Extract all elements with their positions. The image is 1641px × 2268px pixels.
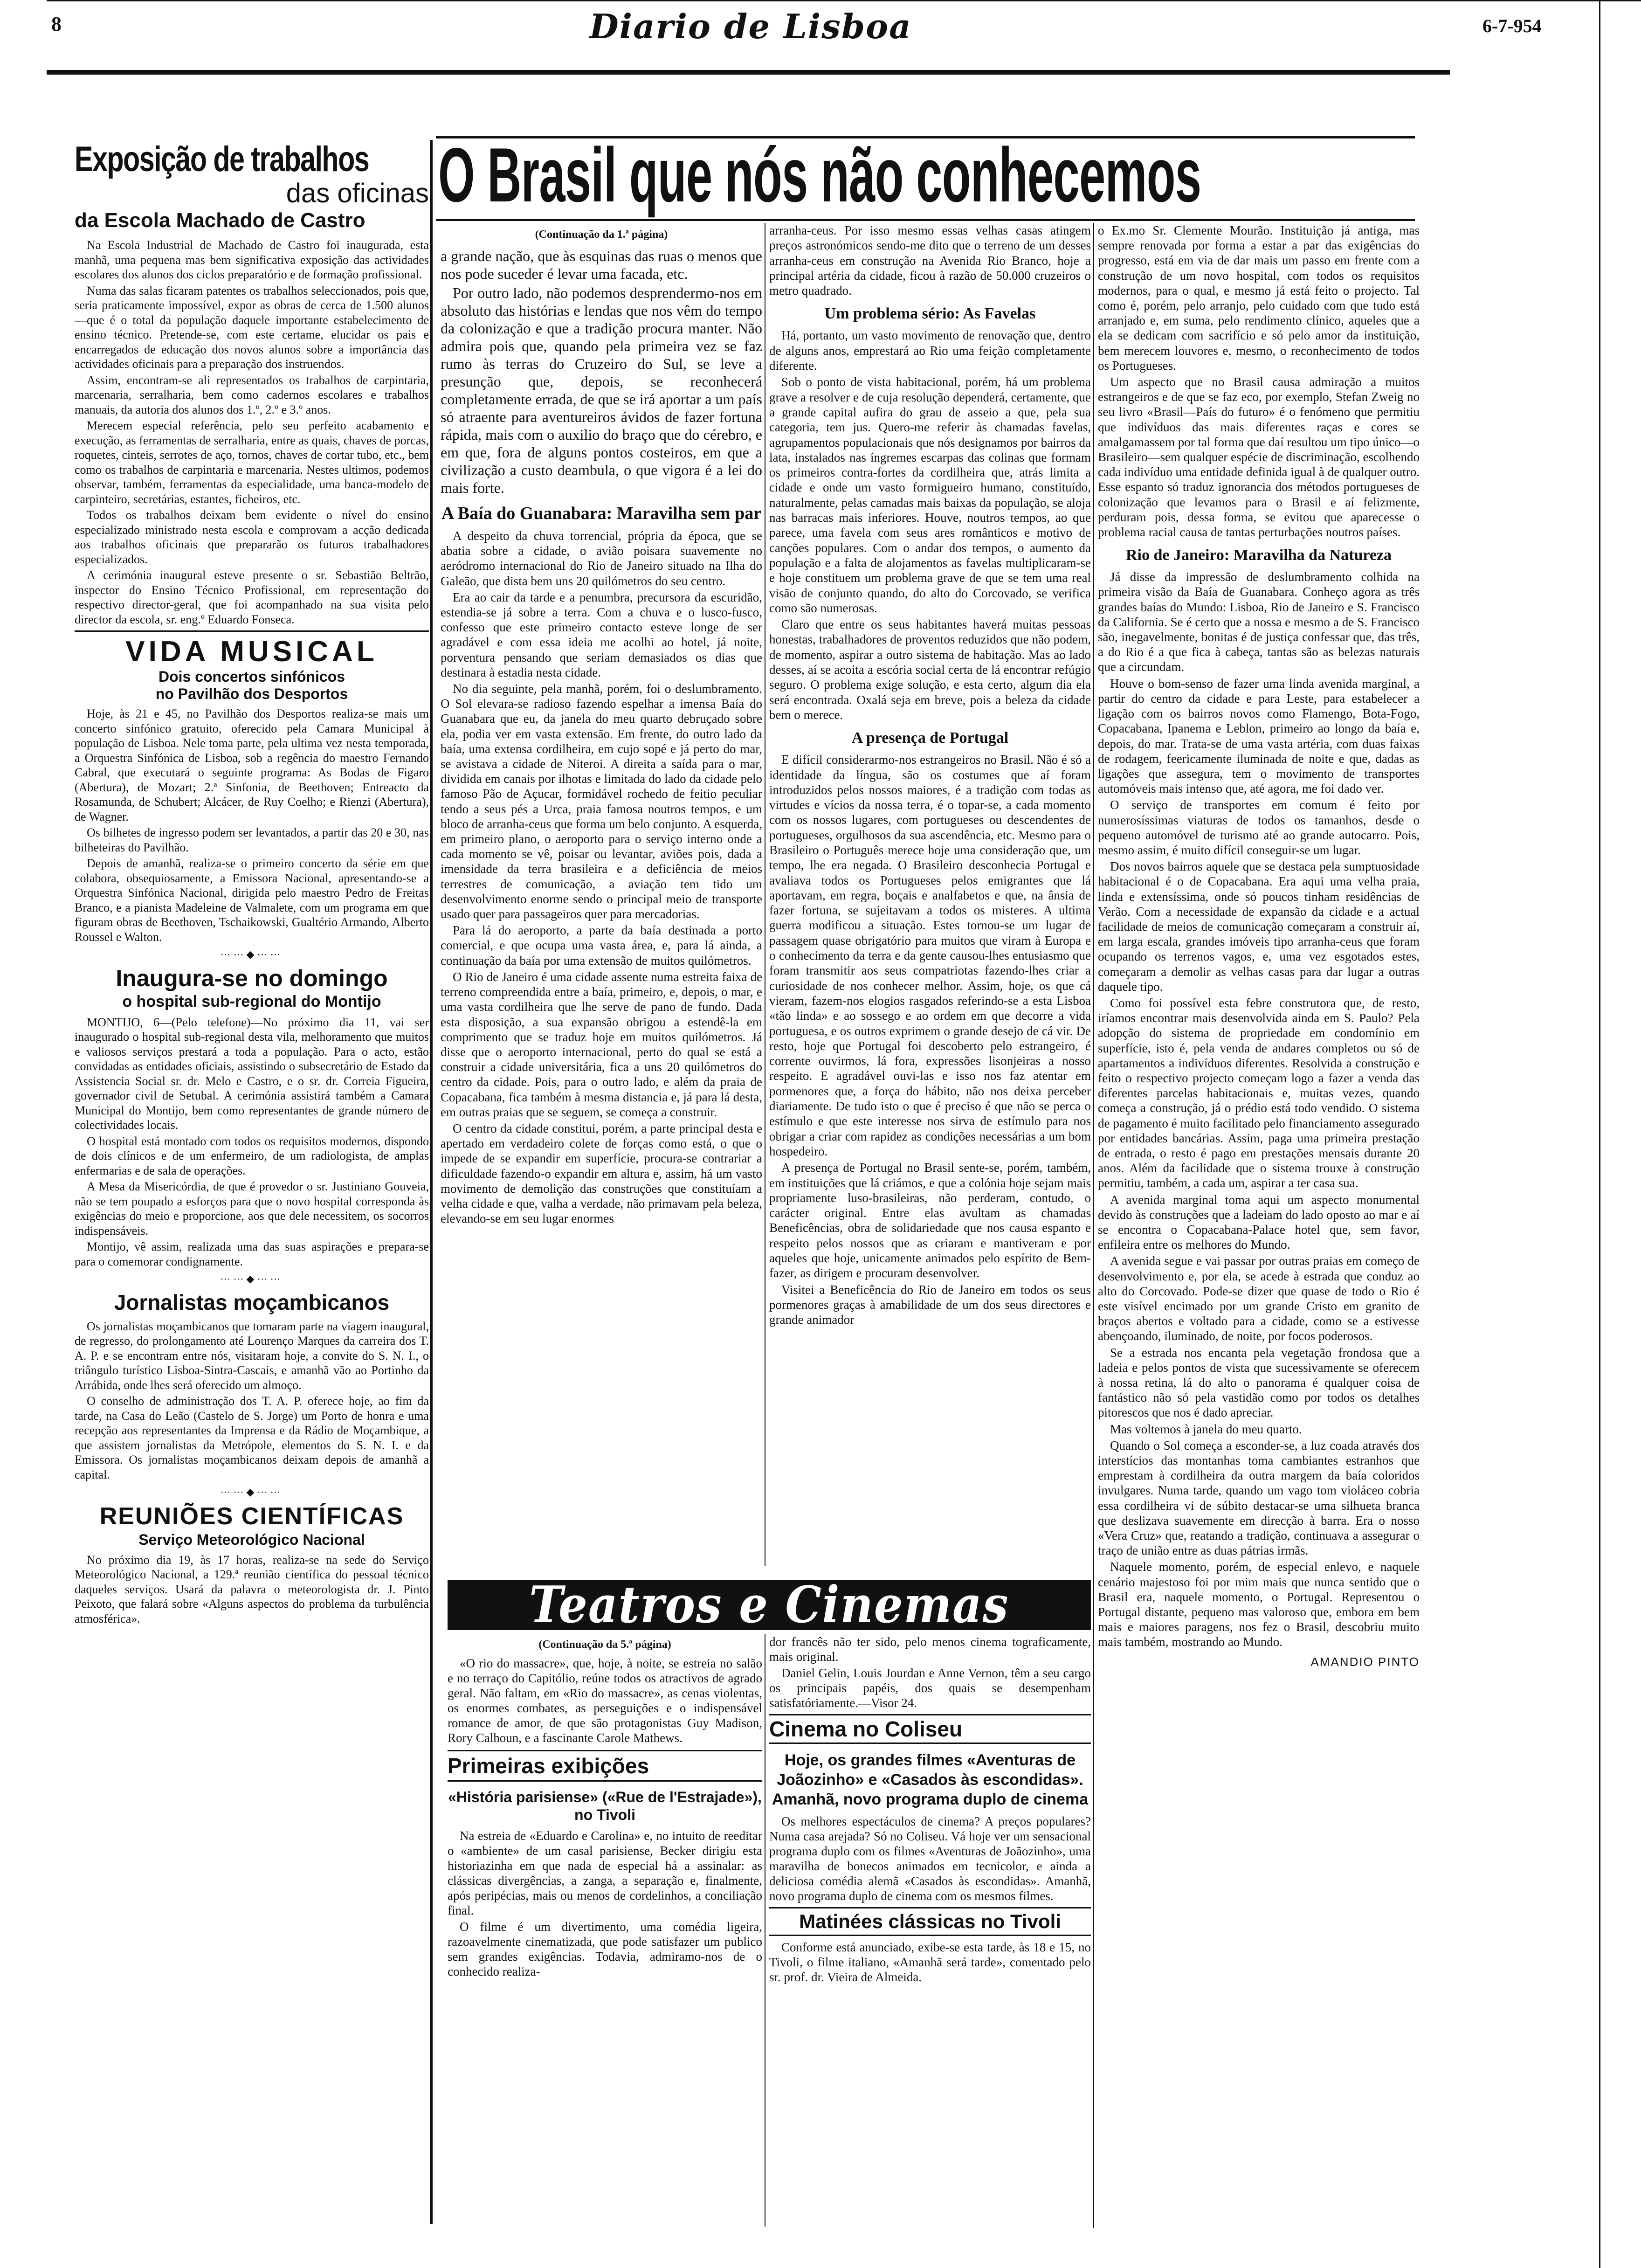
signature: AMANDIO PINTO xyxy=(1310,1654,1420,1669)
brasil-a2-p4: Para lá do aeroporto, a parte da baía destinada a porto comercial, e que ocupa uma vasta área, e, para lá ainda, a continuação da baía por uma extensão de muitos quilómetros. xyxy=(441,923,762,968)
brasil-c2-p4: Dos novos bairros aquele que se destaca pela sumptuosidade habitacional é o de Copacabana. Era aqui uma velha praia, linda e extensíssima, onde só poucos tinham residências de Verão. Com a necessidade de expansão da cidade e a actual facilidade de meios de comunicação começaram a construir aí, em larga escala, grandes imóveis tipo arranha-ceus que foram ocupando os terrenos vagos, e, uma vez esgotados estes, começaram a demolir as velhas casas para dar lugar a outras daquele tipo. xyxy=(1098,859,1420,994)
brasil-b-subhead: Um problema sério: As Favelas xyxy=(824,305,1036,323)
brasil-c2-p3: O serviço de transportes em comum é feito por numerosíssimas viaturas de todos os tamanhos, desde o pequeno automóvel de turismo até ao grande autocarro. Pois, mesmo assim, é muito difícil conseguir-se um lugar. xyxy=(1098,798,1420,857)
exposicao-p1: Na Escola Industrial de Machado de Castro foi inaugurada, esta manhã, uma pequena mas bem significativa exposição das actividades escolares dos alunos dos ciclos preparatório e de formação profissional. xyxy=(75,238,429,281)
teatros-b-p4: Conforme está anunciado, exibe-se esta tarde, às 18 e 15, no Tivoli, o filme italiano, «Amanhã será tarde», comentado pelo sr. prof. dr. Vieira de Almeida. xyxy=(769,1940,1091,1984)
inaugura-p3: A Mesa da Misericórdia, de que é provedor o sr. Justiniano Gouveia, não se tem poupado a esforços para que o novo hospital corresponda às exigências do meio e proporcione, aos que dele necessitem, os socorros indispensáveis. xyxy=(75,1180,429,1238)
brasil-b2-p3: Claro que entre os seus habitantes haverá muitas pessoas honestas, trabalhadores de proventos reduzidos que não podem, de momento, aspirar a outro sistema de habitação. Mas ao lado desses, aí se acoita a escória social certa de lá encontrar refúgio seguro. O problema exige solução, e esta certo, algum dia ela será encontrada. Oxalá seja em breve, pois a beleza da cidade bem o merece. xyxy=(769,617,1091,722)
jornalistas-title: Jornalistas moçambicanos xyxy=(114,1290,390,1314)
reunioes-p1: No próximo dia 19, às 17 horas, realiza-se na sede do Serviço Meteorológico Nacional, a 129.ª reunião científica do pessoal técnico daqueles serviços. Usará da palavra o meteorologista dr. J. Pinto Peixoto, que falará sobre «Alguns aspectos do problema da turbulência atmosférica». xyxy=(75,1553,429,1625)
reunioes-subtitle: Serviço Meteorológico Nacional xyxy=(138,1531,365,1548)
exposicao-p5: Todos os trabalhos deixam bem evidente o nível do ensino especializado ministrado nesta escola e comprovam a acção dedicada aos trabalhos oficinais que prepararão os futuros trabalhadores especializados. xyxy=(75,508,429,566)
brasil-a-subhead: A Baía do Guanabara: Maravilha sem par xyxy=(441,504,762,523)
exposicao-p4: Merecem especial referência, pelo seu perfeito acabamento e execução, as ferramentas de serralharia, entre as quais, chaves de porcas, roquetes, cinteis, serrotes de aço, tornos, chaves de cortar tubo, etc., bem como os trabalhos de carpintaria e marcenaria. Nestes ultimos, podemos observar, também, ferramentas da especialidade, uma banca-modelo de carpinteiro, secretárias, estantes, ficheiros, etc. xyxy=(75,419,429,506)
teatros-a-p1: «O rio do massacre», que, hoje, à noite, se estreia no salão e no terraço do Capitólio, reúne todos os atractivos de agrado geral. Não faltam, em «Rio do massacre», as cenas violentas, os enormes combates, as perseguições e o indispensável romance de amor, de que são protagonistas Guy Madison, Rory Calhoun, e a fascinante Carole Mathews. xyxy=(448,1656,762,1745)
brasil-b-subhead-2: A presença de Portugal xyxy=(851,729,1009,747)
brasil-c2-p6: A avenida marginal toma aqui um aspecto monumental devido às construções que a ladeiam do lado oposto ao mar e aí se encontra o Copacabana-Palace hotel que, sem favor, enfileira entre os melhores do Mundo. xyxy=(1098,1192,1420,1252)
separator: ⋯⋯◆⋯⋯ xyxy=(220,1273,283,1285)
page-frame-top xyxy=(47,0,1641,1)
page-frame-right xyxy=(1599,0,1600,2268)
teatros-column-b xyxy=(769,1634,1091,2240)
inaugura-article xyxy=(75,965,429,1269)
brasil-c-p2: Um aspecto que no Brasil causa admiração a muitos estrangeiros e de que se faz eco, por exemplo, Stefan Zweig no seu livro «Brasil—País do futuro» é o fenómeno que permitiu que indivíduos das mais diferentes raças e cores se amalgamassem por tal forma que daí resultou um tipo único—o Brasileiro—sem qualquer espécie de discriminação, escolhendo cada indivíduo uma entidade definida igual à de qualquer outro. Esse espanto só traduz ignorancia dos métodos portugueses de colonização que levamos para o Brasil e aí felizmente, perduram pois, dessa forma, se evitou que aparecesse o problema racial causa de tantas perturbações noutros países. xyxy=(1098,375,1420,539)
brasil-c2-p5: Como foi possível esta febre construtora que, de resto, iríamos encontrar mais desenvolvida ainda em S. Paulo? Pela adopção do sistema de propriedade em condomínio em superfície, isto é, pela venda de andares completos ou só de apartamentos a indivíduos diferentes. Resolvida a construção e feito o respectivo projecto começam logo a fazer a venda das diferentes parcelas habitacionais e, muitas vezes, quando começa a construção, já o prédio está todo vendido. O sistema de pagamento é muito facilitado pelo financiamento assegurado por entidades bancárias. Assim, paga uma primeira prestação de entrada, o resto é pago em prestações mensais durante 20 anos. Além da facilidade que o sistema trouxe à construção permitiu, também, a cada um, aspirar a ter casa sua. xyxy=(1098,996,1420,1190)
brasil-a2-p1: A despeito da chuva torrencial, própria da época, que se abatia sobre a cidade, o avião poisara suavemente no aeródromo internacional do Rio de Janeiro situado na Ilha do Galeão, que dista bem uns 20 quilómetros do seu centro. xyxy=(441,529,762,588)
exposicao-p6: A cerimónia inaugural esteve presente o sr. Sebastião Beltrão, inspector do Ensino Técnico Profissional, em representação do respectivo director-geral, que foi acompanhado na sua visita pelo director da escola, sr. eng.º Eduardo Fonseca. xyxy=(75,568,429,626)
jornalistas-p2: O conselho de administração dos T. A. P. oferece hoje, ao fim da tarde, na Casa do Leão (Castelo de S. Jorge) um Porto de honra e uma recepção aos representantes da Imprensa e da Rádio de Moçambique, a que assistem jornalistas da Metrópole, elementos do S. N. I. e da Emissora. Os jornalistas moçambicanos deixam depois de amanhã a capital. xyxy=(75,1394,429,1481)
brasil-b2-p2: Sob o ponto de vista habitacional, porém, há um problema grave a resolver e de cuja resolução dependerá, certamente, que a grande capital aufira do grau de asseio a que, pela sua categoria, tem jus. Quero-me referir às chamadas favelas, agrupamentos populacionais que nós designamos por bairros da lata, instalados nas íngremes escarpas das colinas que formam os primeiros contra-fortes da cordilheira que, atrás limita a cidade e onde um vasto formigueiro humano, constituído, naturalmente, pelas camadas mais baixas da população, se aloja nas barracas mais inferiores. Houve, noutros tempos, ao que parece, uma favela com seus ares românticos e motivo de canções populares. Com o andar dos tempos, o aumento da população e a falta de alojamentos as favelas multiplicaram-se e hoje constituem um problema grave de que se tem uma real visão de conjunto quando, do alto do Corcovado, se verifica como são numerosas. xyxy=(769,375,1091,615)
masthead: Diario de Lisboa xyxy=(589,7,912,46)
brasil-a-p2: Por outro lado, não podemos desprendermo-nos em absoluto das histórias e lendas que nos vêm do tempo da colonização e que a tradição procura manter. Não admira pois que, quando pela primeira vez se faz rumo às terras do Cruzeiro do Sul, se leve a presunção que, depois, se reconhecerá completamente errada, de que se irá aportar a um país só atraente para aventureiros ávidos de fazer fortuna rápida, mais com o auxilio do braço que do cérebro, e em que, fora de alguns pontos costeiros, em que a civilização a custo deambula, o que vigora é a lei do mais forte. xyxy=(441,284,762,496)
exposicao-title: Exposição de trabalhos xyxy=(75,140,369,179)
brasil-headline-rule xyxy=(436,219,1415,221)
brasil-b3-p2: A presença de Portugal no Brasil sente-se, porém, também, em instituições que lá criámos, e que a colónia hoje sejam mais propriamente luso-brasileiras, não perderam, contudo, o carácter original. Entre elas avultam as chamadas Beneficências, obra de solidariedade que nos causa espanto e respeito pelos nossos que as criaram e mantiveram e por aqueles que hoje, unicamente animados pelo espírito de Bem-fazer, as dirigem e procuram desenvolver. xyxy=(769,1161,1091,1280)
brasil-c-subhead: Rio de Janeiro: Maravilha da Natureza xyxy=(1125,546,1392,564)
brasil-a2-p2: Era ao cair da tarde e a penumbra, precursora da escuridão, estendia-se já sobre a terra. Com a chuva e o lusco-fusco, confesso que este primeiro contacto esteve longe de ser agradável e com essa ideia me acolhi ao hotel, já noite, porventura pensando que seriam demasiados os dias que destinara à estadia nesta cidade. xyxy=(441,590,762,679)
vida-musical-p1: Hoje, às 21 e 45, no Pavilhão dos Desportos realiza-se mais um concerto sinfónico gratuito, oferecido pela Camara Municipal à população de Lisboa. Nele toma parte, pela ultima vez nesta temporada, a Orquestra Sinfónica de Lisboa, sob a regência do maestro Fernando Cabral, que executará o seguinte programa: As Bodas de Figaro (Abertura), de Mozart; 2.ª Sinfonia, de Beethoven; Entreacto da Rosamunda, de Schubert; Alcácer, de Ruy Coelho; e Rienzi (Abertura), de Wagner. xyxy=(75,707,429,823)
vida-musical-p2: Os bilhetes de ingresso podem ser levantados, a partir das 20 e 30, nas bilheteiras do Pavilhão. xyxy=(75,826,429,854)
brasil-headline: O Brasil que nós não conhecemos xyxy=(438,132,1201,218)
brasil-c2-p11: Naquele momento, porém, de especial enlevo, e naquele cenário majestoso foi por mim mais que nunca sentido que o Brasil era, naquele momento, o Portugal. Representou o Portugal distante, pequeno mas valoroso que, embora em bem mais e maiores paragens, nos fez o Brasil, descobriu muito mais também, mostrando ao Mundo. xyxy=(1098,1560,1420,1649)
column-rule xyxy=(1093,223,1094,2228)
brasil-continuation: (Continuação da 1.ª página) xyxy=(535,228,668,241)
brasil-a-p1: a grande nação, que às esquinas das ruas o menos que nos pode suceder é levar uma facada, etc. xyxy=(441,248,762,282)
vida-musical-p3: Depois de amanhã, realiza-se o primeiro concerto da série em que colabora, obsequiosamente, a Emissora Nacional, apresentando-se a Orquestra Sinfónica Nacional, dirigida pelo maestro Pedro de Freitas Branco, e a pianista Madeleine de Valmalete, com um programa em que figuram obras de Beethoven, Tschaikowski, Gualtério Armando, Alberto Roussel e Walton. xyxy=(75,857,429,944)
jornalistas-p1: Os jornalistas moçambicanos que tomaram parte na viagem inaugural, de regresso, do prolongamento até Lourenço Marques da carreira dos T. A. P. e se encontram entre nós, visitaram hoje, a convite do S. N. I., o triângulo turístico Lisboa-Sintra-Cascais, e amanhã vão ao Portinho da Arrábida, onde lhes será oferecido um almoço. xyxy=(75,1319,429,1392)
brasil-c2-p2: Houve o bom-senso de fazer uma linda avenida marginal, a partir do centro da cidade e para Leste, para estabelecer a ligação com os bairros novos como Flamengo, Bota-Fogo, Copacabana, Ipanema e Leblon, primeiro ao longo da baía e, depois, do mar. Trata-se de uma vasta artéria, com duas faixas de rodagem, feericamente iluminada de noite e que, dadas as ligações que assegura, tem o movimento de transportes automóveis mais intenso que, até agora, me foi dado ver. xyxy=(1098,676,1420,796)
brasil-column-a xyxy=(441,223,762,1573)
vida-musical-sub2: no Pavilhão dos Desportos xyxy=(155,685,348,702)
vida-musical-article xyxy=(75,636,429,944)
vida-musical-title: VIDA MUSICAL xyxy=(125,636,378,668)
column-rule xyxy=(430,140,433,2224)
brasil-b2-p1: Há, portanto, um vasto movimento de renovação que, dentro de alguns anos, emprestará ao Rio uma feição completamente diferente. xyxy=(769,328,1091,373)
header-rule xyxy=(47,70,1450,75)
brasil-b3-p1: E difícil considerarmo-nos estrangeiros no Brasil. Não é só a identidade da língua, são os costumes que aí foram introduzidos pelos nossos maiores, é a tradição com todas as virtudes e vícios da nossa terra, é o topar-se, a cada momento com os nossos lugares, com portugueses ou descendentes de portugueses, orgulhosos da sua ascendência, etc. Mesmo para o Brasileiro o Português merece hoje uma consideração que, um tempo, lhe era negada. O Brasileiro desconhecia Portugal e avaliava todos os Portugueses pelos emigrantes que lá aportavam, em regra, boçais e analfabetos e que, na ânsia de fazer fortuna, se sujeitavam a todos os misteres. A ultima guerra modificou a situação. Estes tornou-se um lugar de passagem quase obrigatório para muitos que viram à Europa e o conhecimento da terra e da gente causou-lhes entusiasmo que foram transmitir aos seus compatriotas fazendo-lhes criar a curiosidade de nos conhecer melhor. Assim, hoje, os que cá vieram, fazem-nos elogios rasgados referindo-se a esta Lisboa «tão linda» e ao sossego e ao ordem em que decorre a vida portuguesa, e os outros exprimem o grande desejo de cá vir. De resto, hoje que Portugal foi descoberto pelo estrangeiro, é corrente ouvirmos, lá fora, expressões lisonjeiras a nosso respeito. E agradável ouvi-las e isso nos faz atentar em pormenores que, a força do hábito, não nos deixa perceber diariamente. De tudo isto o que é preciso é que não se perca o estímulo e que este interesse nos sirva de estímulo para nos obrigar a criar com rapidez as condições necessárias a um bom hospedeiro. xyxy=(769,753,1091,1158)
brasil-b3-p3: Visitei a Beneficência do Rio de Janeiro em todos os seus pormenores graças à amabilidade de um dos seus directores e grande animador xyxy=(769,1282,1091,1327)
brasil-c2-p1: Já disse da impressão de deslumbramento colhida na primeira visão da Baía de Guanabara. Conheço agora as três grandes baías do Mundo: Lisboa, Rio de Janeiro e S. Francisco da California. Se é certo que a nossa e mesmo a de S. Francisco são, inegavelmente, bonitas é de justiça confessar que, das três, a do Rio é a que fica à cabeça, tantas são as belezas naturais que a circundam. xyxy=(1098,570,1420,674)
exposicao-title-3: da Escola Machado de Castro xyxy=(75,209,365,232)
exposicao-p2: Numa das salas ficaram patentes os trabalhos seleccionados, pois que, seria praticamente impossível, expor as obras de cerca de 1.500 alunos—que é o total da população daquele importante estabelecimento de ensino técnico. Pretende-se, com este certame, elucidar os pais e encarregados de educação dos novos alunos sobre a importância das actividades oficinais para a preparação dos instruendos. xyxy=(75,284,429,371)
jornalistas-article xyxy=(75,1289,429,1482)
primeiras-title: Primeiras exibições xyxy=(448,1754,649,1778)
inaugura-subtitle: o hospital sub-regional do Montijo xyxy=(122,992,381,1010)
separator: ⋯⋯◆⋯⋯ xyxy=(220,1486,283,1498)
separator: ⋯⋯◆⋯⋯ xyxy=(220,948,283,960)
brasil-c2-p8: Se a estrada nos encanta pela vegetação frondosa que a ladeia e pelos pontos de vista que sucessivamente se oferecem à nossa retina, lá do alto o panorama é qualquer coisa de fantástico não só pela vastidão como por todos os detalhes pitorescos que nos é dado apreciar. xyxy=(1098,1345,1420,1420)
coliseu-title: Cinema no Coliseu xyxy=(769,1717,963,1741)
divider xyxy=(75,630,429,632)
brasil-column-c xyxy=(1098,223,1420,2247)
exposicao-p3: Assim, encontram-se ali representados os trabalhos de carpintaria, marcenaria, serralharia, bem como cadernos escolares e trabalhos manuais, da autoria dos alunos dos 1.º, 2.º e 3.º anos. xyxy=(75,373,429,416)
coliseu-subtitle: Hoje, os grandes filmes «Aventuras de Joãozinho» e «Casados às escondidas». Amanhã, novo programa duplo de cinema xyxy=(772,1751,1089,1808)
brasil-a2-p6: O centro da cidade constitui, porém, a parte principal desta e apertado em verdadeiro colete de forças como está, o que o impede de se expandir em superfície, procura-se contrariar a dificuldade fazendo-o expandir em altura e, assim, há um vasto movimento de demolição das construções que constituíam a velha cidade e que, valha a verdade, não primavam pela beleza, elevando-se em seu lugar enormes xyxy=(441,1121,762,1226)
brasil-a2-p5: O Rio de Janeiro é uma cidade assente numa estreita faixa de terreno compreendida entre a baía, primeiro, e, depois, o mar, e uma vasta cordilheira que lhe serve de pano de fundo. Dada esta disposição, a sua expansão obrigou a estendê-la em comprimento que se traduz hoje em muitos quilómetros. Já disse que o aeroporto internacional, perto do qual se está a construir a cidade universitária, fica a uns 20 quilómetros do centro da cidade. Pois, para o outro lado, e além da praia de Copacabana, fica também à mesma distancia e, já para lá desta, em outras praias que se seguem, se começa a construir. xyxy=(441,969,762,1119)
reunioes-article xyxy=(75,1502,429,1626)
brasil-c2-p7: A avenida segue e vai passar por outras praias em começo de desenvolvimento e, por ela, se acede à estrada que conduz ao alto do Corcovado. Pode-se dizer que quase de todo o Rio é este visível encimado por um grande Cristo em granito de braços abertos e voltado para a cidade, como se a estivesse abençoando, iluminado, de noite, por focos poderosos. xyxy=(1098,1254,1420,1343)
matinees-title: Matinées clássicas no Tivoli xyxy=(799,1910,1061,1932)
teatros-banner xyxy=(448,1576,1091,1634)
page-number: 8 xyxy=(51,13,62,35)
teatros-title: Teatros e Cinemas xyxy=(529,1576,1009,1634)
inaugura-p4: Montijo, vê assim, realizada uma das suas aspirações e prepara-se para o comemorar condignamente. xyxy=(75,1240,429,1268)
inaugura-title: Inaugura-se no domingo xyxy=(116,965,388,991)
teatros-column-a xyxy=(448,1634,762,2240)
teatros-a-p2: Na estreia de «Eduardo e Carolina» e, no intuito de reeditar o «ambiente» de um casal parisiense, Becker dirigiu esta historiazinha em que nada de especial há a assinalar: as clássicas divergências, a zanga, a separação e, finalmente, após peripécias, mais ou menos de cordelinhos, a conciliação final. xyxy=(448,1829,762,1917)
exposicao-article xyxy=(75,140,429,627)
teatros-b-p2: Daniel Gelin, Louis Jourdan e Anne Vernon, têm a seu cargo os principais papéis, dos quais se desempenham satisfatóriamente.—Visor 24. xyxy=(769,1666,1091,1710)
inaugura-p1: MONTIJO, 6—(Pelo telefone)—No próximo dia 11, vai ser inaugurado o hospital sub-regional desta vila, melhoramento que muitos e valiosos serviços prestará a toda a população. Para o acto, estão convidadas as entidades oficiais, assistindo o subsecretário de Estado da Assistencia Social sr. dr. Melo e Castro, e o sr. dr. Correia Figueira, governador civil de Setubal. A cerimónia assistirá também a Camara Municipal do Montijo, bem como representantes de grande número de colectividades locais. xyxy=(75,1015,429,1132)
left-column xyxy=(75,140,429,2238)
reunioes-title: REUNIÕES CIENTÍFICAS xyxy=(99,1502,404,1530)
brasil-a2-p3: No dia seguinte, pela manhã, porém, foi o deslumbramento. O Sol elevara-se radioso fazendo espelhar a imensa Baía do Guanabara que eu, da janela do meu quarto debruçado sobre ela, podia ver em vasta extensão. Em frente, do outro lado da baía, uma extensa cordilheira, em cujo sopé e já perto do mar, se avistava a cidade de Niteroi. A direita a saída para o mar, dividida em canais por ilhotas e limitada do lado da cidade pelo famoso Pão de Açucar, formidável rochedo de feitio peculiar tendo a seus pés a Urca, praia famosa noutros tempos, e um bloco de arranha-ceus que forma um belo conjunto. A esquerda, em primeiro plano, o aeroporto para o serviço interno onde a cada momento se vê, poisar ou levantar, aviões pois, dada a imensidade da terra brasileira e a deficiência de meios terrestres de comunicação, a aviação tem tido um desenvolvimento enorme sendo o principal meio de transporte usado quer para passageiros quer para mercadorias. xyxy=(441,682,762,921)
brasil-c-p1: o Ex.mo Sr. Clemente Mourão. Instituição já antiga, mas sempre renovada por forma a estar a par das exigências do progresso, está em via de dar mais um passo em frente com a construção de um novo hospital, com todos os requisitos modernos, para o qual, e mesmo já está feito o projecto. Tal como é, porém, pelo arranjo, pelo cuidado com que tudo está arranjado e, em suma, pelo rendimento clínico, aqueles que a ela se dedicam com sacrifício e só pelo amor da instituição, bem merecem louvores e, mesmo, o reconhecimento de todos os Portugueses. xyxy=(1098,223,1420,373)
exposicao-title-2: das oficinas xyxy=(286,178,429,208)
brasil-column-b xyxy=(769,223,1091,1573)
vida-musical-sub1: Dois concertos sinfónicos xyxy=(158,668,345,685)
teatros-b-p1: dor francês não ter sido, pelo menos cinema tograficamente, mais original. xyxy=(769,1635,1091,1664)
teatros-a-p3: O filme é um divertimento, uma comédia ligeira, razoavelmente cinematizada, que pode satisfazer um publico sem grandes exigências. Todavia, admiramo-nos de o conhecido realiza- xyxy=(448,1920,762,1978)
brasil-c2-p10: Quando o Sol começa a esconder-se, a luz coada através dos interstícios das montanhas toma cambiantes estranhos que emprestam à cordilheira da outra margem da baía coloridos invulgares. Numa tarde, quando um vago tom violáceo cobria essa cordilheira vi de súbito destacar-se uma silhueta branca que deslizava suavemente em direcção à barra. Era o nosso «Vera Cruz» que, reatando a tradição, continuava a assegurar o traço de união entre as duas pátrias irmãs. xyxy=(1098,1438,1420,1558)
brasil-b-p1: arranha-ceus. Por isso mesmo essas velhas casas atingem preços astronómicos sendo-me dito que o terreno de um desses arranha-ceus em construção na Avenida Rio Branco, hoje a principal artéria da cidade, ficou à razão de 50.000 cruzeiros o metro quadrado. xyxy=(769,223,1091,298)
teatros-b-p3: Os melhores espectáculos de cinema? A preços populares? Numa casa arejada? Só no Coliseu. Vá hoje ver um sensacional programa duplo com os filmes «Aventuras de Joãozinho», uma maravilha de bonecos animados em tecnicolor, e ainda a deliciosa comédia alemã «Casados às escondidas». Amanhã, novo programa duplo de cinema com os mesmos filmes. xyxy=(769,1814,1091,1903)
teatros-continuation: (Continuação da 5.ª página) xyxy=(538,1639,671,1651)
issue-date: 6-7-954 xyxy=(1482,15,1542,36)
historia-title: «História parisiense» («Rue de l'Estrajade»), no Tivoli xyxy=(448,1789,762,1823)
brasil-c2-p9: Mas voltemos à janela do meu quarto. xyxy=(1110,1422,1302,1436)
inaugura-p2: O hospital está montado com todos os requisitos modernos, dispondo de dois clínicos e de um enfermeiro, de um radiologista, de amplas enfermarias e de sala de operações. xyxy=(75,1134,429,1177)
